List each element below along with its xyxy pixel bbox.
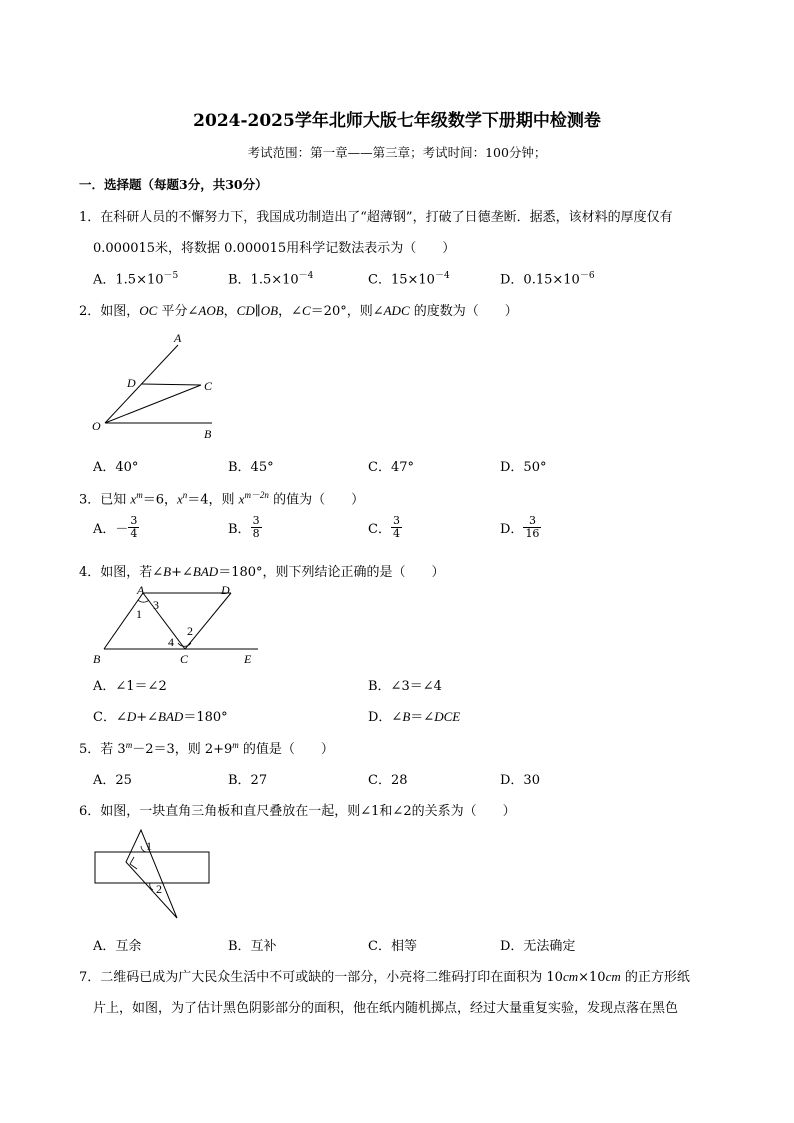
q4-option-a[interactable]: A．∠1＝∠2	[93, 679, 167, 694]
diagonal-ac	[143, 593, 185, 649]
q1-option-b[interactable]: B．$1.5\times 10^{-4}$	[228, 271, 314, 288]
q6-ruler-triangle-figure	[90, 826, 216, 922]
segment-dc	[142, 384, 201, 385]
q4-option-d[interactable]: D．∠B＝∠DCE	[368, 709, 461, 725]
question-7-line-2: 片上，如图，为了估计黑色阴影部分的面积，他在纸内随机掷点，经过大量重复实验，发现点落在黑色	[93, 1001, 679, 1016]
angle-label-2: 2	[187, 624, 193, 638]
exam-info: 考试范围：第一章——第三章；考试时间：100分钟；	[247, 145, 547, 160]
q2-option-b[interactable]: B．45°	[228, 460, 274, 475]
q1-option-c[interactable]: C．$15\times 10^{-4}$	[368, 271, 450, 288]
angle-label-1: 1	[146, 839, 152, 853]
side-ab	[104, 593, 143, 649]
q5-option-b[interactable]: B．27	[228, 773, 268, 788]
label-c: C	[180, 652, 189, 666]
q3-option-b[interactable]: B． $\frac{3}{8}$	[228, 514, 260, 540]
question-7-line-1: 7．二维码已成为广大民众生活中不可或缺的一部分，小亮将二维码打印在面积为 10cm×10cm 的正方形纸	[79, 969, 690, 985]
section-heading: 一．选择题（每题3分，共30分）	[79, 177, 268, 192]
label-b: B	[93, 652, 101, 666]
label-c: C	[204, 379, 213, 393]
q5-option-c[interactable]: C．28	[368, 773, 408, 788]
side-dc	[185, 593, 231, 649]
q6-option-d[interactable]: D．无法确定	[500, 939, 576, 954]
question-5-stem: 5．若 $3^m-2=3$，则 $2+9^m$ 的值是（ ）	[79, 739, 334, 757]
angle-label-2: 2	[156, 882, 162, 896]
label-e: E	[244, 652, 252, 666]
angle-label-3: 3	[153, 598, 159, 612]
label-d: D	[221, 583, 230, 597]
q1-option-a[interactable]: A．$1.5\times 10^{-5}$	[93, 271, 179, 288]
question-3-stem: 3．已知 $x^m=6$，$x^n=4$，则 $x^{m-2n}$ 的值为（ ）	[79, 490, 365, 508]
question-1-line-1: 1．在科研人员的不懈努力下，我国成功制造出了“超薄钢”，打破了日德垄断．据悉，该材料的厚度仅有	[79, 210, 673, 225]
q6-option-c[interactable]: C．相等	[368, 939, 417, 954]
page-title: 2024-2025学年北师大版七年级数学下册期中检测卷	[193, 111, 601, 131]
question-2-stem: 2．如图，OC 平分∠AOB，CD∥OB，∠C＝20°，则∠ADC 的度数为（ ）	[79, 303, 518, 319]
q2-option-c[interactable]: C．47°	[368, 460, 414, 475]
q2-option-d[interactable]: D．50°	[500, 460, 547, 475]
angle-label-4: 4	[168, 635, 174, 649]
q5-option-a[interactable]: A．25	[93, 773, 132, 788]
label-b: B	[204, 427, 212, 441]
q5-option-d[interactable]: D．30	[500, 773, 540, 788]
q3-option-a[interactable]: A．－ $\frac{3}{4}$	[93, 514, 138, 540]
label-a: A	[137, 583, 145, 597]
ray-oc	[105, 385, 201, 423]
question-1-line-2: 0.000015米，将数据 0.000015用科学记数法表示为（ ）	[93, 241, 456, 256]
q4-parallelogram-figure	[88, 583, 268, 669]
q3-option-c[interactable]: C． $\frac{3}{4}$	[368, 514, 400, 540]
question-6-stem: 6．如图，一块直角三角板和直尺叠放在一起，则∠1和∠2的关系为（ ）	[79, 804, 516, 819]
q1-option-d[interactable]: D．$0.15\times 10^{-6}$	[500, 271, 595, 288]
q6-option-b[interactable]: B．互补	[228, 939, 277, 954]
label-o: O	[92, 419, 101, 433]
q2-option-a[interactable]: A．40°	[93, 460, 139, 475]
label-a: A	[174, 331, 182, 345]
q6-option-a[interactable]: A．互余	[93, 939, 142, 954]
q4-option-c[interactable]: C．∠D+∠BAD＝180°	[93, 709, 228, 725]
q4-option-b[interactable]: B．∠3＝∠4	[368, 679, 442, 694]
question-4-stem: 4．如图，若∠B+∠BAD＝180°，则下列结论正确的是（ ）	[79, 564, 445, 580]
label-d: D	[127, 376, 136, 390]
angle-label-1: 1	[136, 607, 142, 621]
q3-option-d[interactable]: D． $\frac{3}{16}$	[500, 514, 540, 540]
q2-angle-figure	[88, 328, 228, 444]
